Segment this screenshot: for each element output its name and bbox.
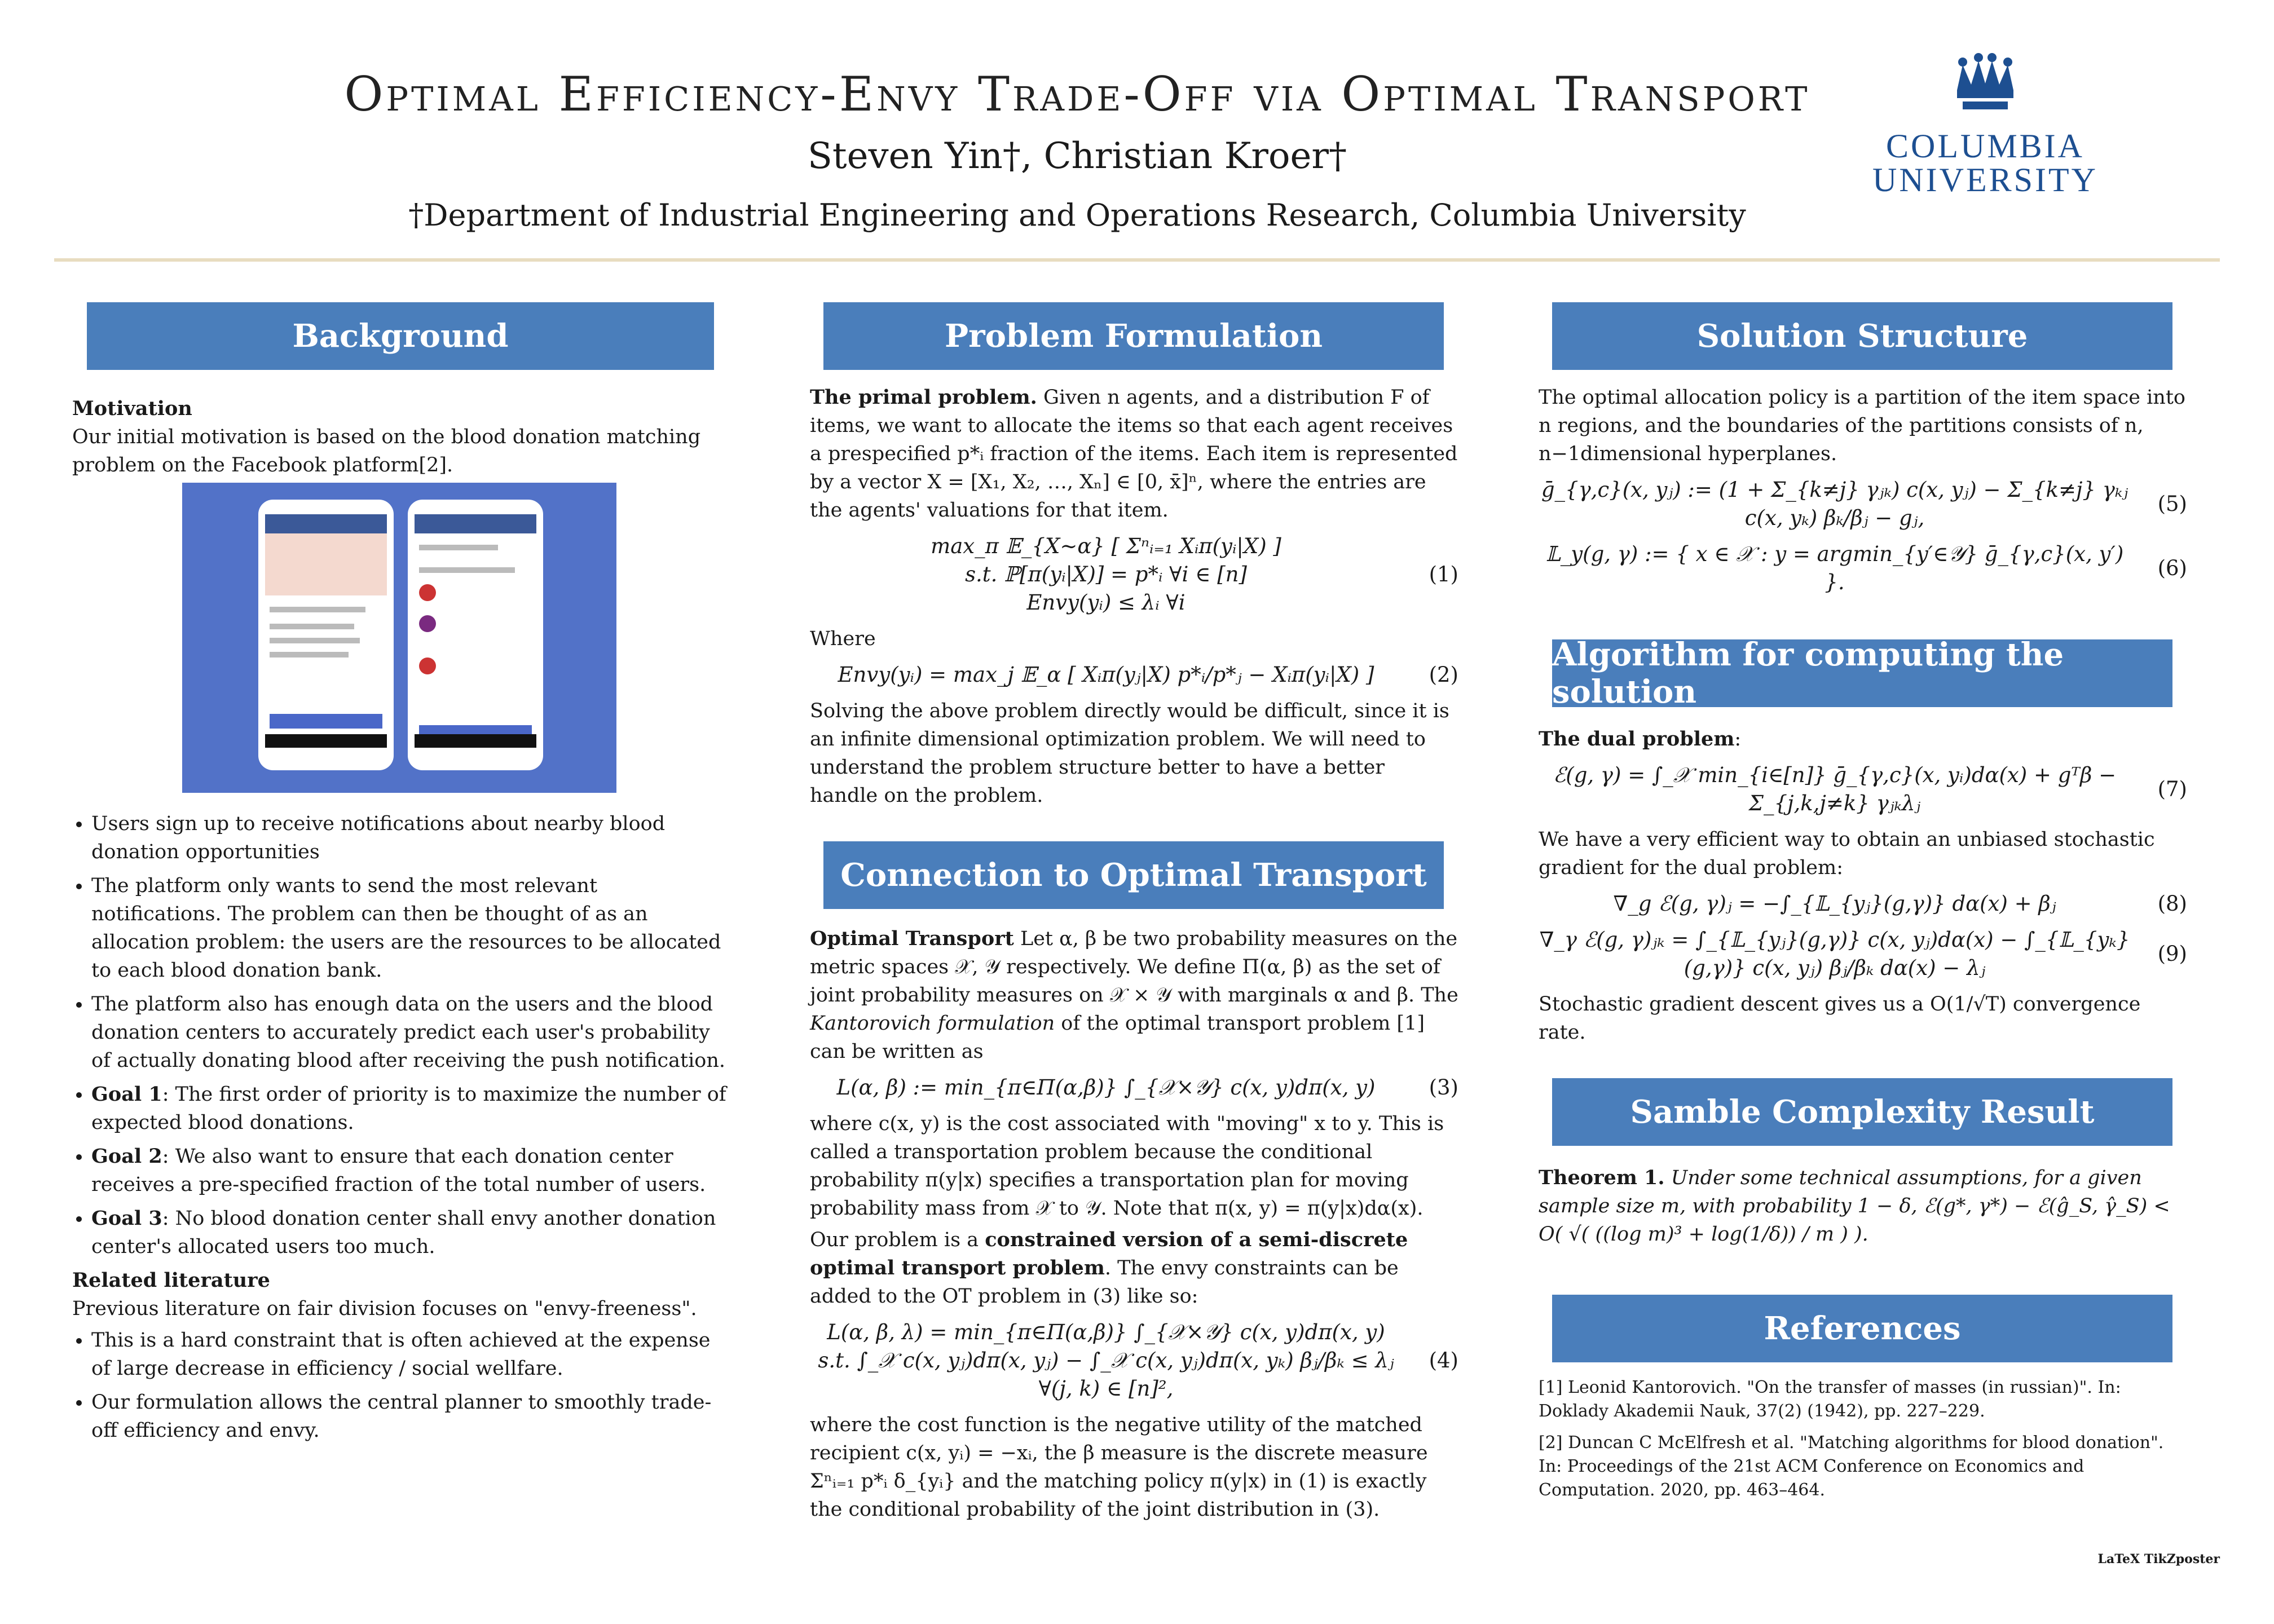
columbia-logo [1861, 51, 2109, 197]
equation-3: L(α, β) := min_{π∈Π(α,β)} ∫_{𝒳×𝒴} c(x, y)dπ(x, y) (3) [836, 1075, 1458, 1100]
motivation-bullets [72, 810, 726, 1261]
related-heading: Related literature [72, 1269, 270, 1292]
where-label: Where [810, 628, 876, 650]
ot-lead: Optimal Transport [810, 927, 1014, 950]
dual-lead: The dual problem [1539, 727, 1735, 751]
list-item: • This is a hard constraint that is often achieved at the expense of large decrease in efficiency / social wellfare. [91, 1326, 726, 1383]
list-item: • Goal 3: No blood donation center shall envy another donation center's allocated users too much. [91, 1204, 726, 1261]
section-header-solution: Solution Structure [1552, 302, 2172, 370]
list-item: • Users sign up to receive notifications about nearby blood donation opportunities [91, 810, 726, 866]
section-header-references: References [1552, 1295, 2172, 1362]
related-text: Previous literature on fair division focuses on "envy-freeness". [72, 1298, 697, 1320]
reference-item: [2] Duncan C McElfresh et al. "Matching algorithms for blood donation". In: Proceedings of the 21st ACM Conference on Economics and Computation. 2020, pp. 463–464. [1539, 1433, 2164, 1500]
header-divider [54, 258, 2220, 262]
logo-word-university: UNIVERSITY [1872, 161, 2098, 198]
solution-text: The optimal allocation policy is a partition of the item space into n regions, and the boundaries of the partitions consists of n, n−1dimensional hyperplanes. [1539, 386, 2185, 465]
equation-8: ∇_g ℰ(g, γ)ⱼ = −∫_{𝕃_{yⱼ}(g,γ)} dα(x) + βⱼ (8) [1613, 892, 2187, 916]
footer-mark: LaTeX TikZposter [2097, 1552, 2220, 1566]
list-item: • Goal 2: We also want to ensure that each donation center receives a pre-specified fraction of the total number of users. [91, 1142, 726, 1199]
equation-4: L(α, β, λ) = min_{π∈Π(α,β)} ∫_{𝒳×𝒴} c(x, y)dπ(x, y) s.t. ∫_𝒳 c(x, yⱼ)dπ(x, yⱼ) − ∫_𝒳 c(x, yⱼ)dπ(x, yₖ) βⱼ/βₖ ≤ λⱼ ∀(j, k) ∈ [n]², (4) [818, 1320, 1458, 1401]
list-item: • Our formulation allows the central planner to smoothly trade-off efficiency and envy. [91, 1388, 726, 1445]
background-body [72, 389, 726, 1450]
section-header-connection: Connection to Optimal Transport [823, 841, 1444, 909]
theorem-text: Under some technical assumptions, for a given sample size m, with probability 1 − δ, ℰ(g*, γ*) − ℰ(ĝ_S, γ̂_S) < O( √( ((log m)³ + log(1/δ)) / m ) ). [1539, 1167, 2170, 1246]
references-body [1539, 1376, 2187, 1510]
section-header-sample: Samble Complexity Result [1552, 1078, 2172, 1146]
affiliation: †Department of Industrial Engineering and Operations Research, Columbia University [408, 197, 1746, 233]
motivation-text: Our initial motivation is based on the blood donation matching problem on the Facebook platform[2]. [72, 426, 701, 476]
authors: Steven Yin†, Christian Kroer† [808, 135, 1347, 177]
motivation-heading: Motivation [72, 397, 192, 420]
algorithm-text: We have a very efficient way to obtain an unbiased stochastic gradient for the dual problem: [1539, 828, 2155, 879]
facebook-blood-donation-screenshot [182, 483, 616, 793]
problem-body [810, 383, 1458, 813]
primal-intro: Given n agents, and a distribution F of items, we want to allocate the items so that each agent receives a prespecified p*ᵢ fraction of the items. Each item is represented by a vector X = [X₁, X₂, …, Xₙ] ∈ [0, x̄]ⁿ, where the entries are the agents' valuations for that item. [810, 386, 1458, 522]
section-header-background: Background [87, 302, 714, 370]
section-header-problem: Problem Formulation [823, 302, 1444, 370]
poster-title: Optimal Efficiency-Envy Trade-Off via Optimal Transport [344, 67, 1810, 122]
equation-2: Envy(yᵢ) = max_j 𝔼_α [ Xᵢπ(yⱼ|X) p*ᵢ/p*ⱼ − Xᵢπ(yᵢ|X) ] (2) [838, 663, 1458, 687]
crown-icon [1946, 51, 2025, 118]
algorithm-body: The dual problem: ℰ(g, γ) = ∫_𝒳 min_{i∈[n]} ḡ_{γ,c}(x, yᵢ)dα(x) + gᵀβ − Σ_{j,k,j≠k} γⱼₖλⱼ (7) We have a very efficient way to obtain an unbiased stochastic gradient for the dual problem: ∇_g ℰ(g, γ)ⱼ = −∫_{𝕃_{yⱼ}(g,γ)} dα(x) + βⱼ (8) ∇_γ ℰ(g, γ)ⱼₖ = ∫_{𝕃_{yⱼ}(g,γ)} c(x, yⱼ)dα(x) − ∫_{𝕃_{yₖ}(g,γ)} c(x, yⱼ) βⱼ/βₖ dα(x) − λⱼ (9) Stochastic gradient descent gives us a O(1/√T) convergence rate. [1539, 725, 2187, 1050]
solution-body [1539, 383, 2187, 604]
theorem-lead: Theorem 1. [1539, 1166, 1665, 1189]
connection-body: Optimal Transport Let α, β be two probability measures on the metric spaces 𝒳, 𝒴 respectively. We define Π(α, β) as the set of joint probability measures on 𝒳 × 𝒴 with marginals α and β. The Kantorovich formulation of the optimal transport problem [1] can be written as L(α, β) := min_{π∈Π(α,β)} ∫_{𝒳×𝒴} c(x, y)dπ(x, y) (3) where c(x, y) is the cost associated with "moving" x to y. This is called a transportation problem because the conditional probability π(y|x) specifies a transportation plan for moving probability mass from 𝒳 to 𝒴. Note that π(x, y) = π(y|x)dα(x). Our problem is a constrained version of a semi-discrete optimal transport problem. The envy constraints can be added to the OT problem in (3) like so: L(α, β, λ) = min_{π∈Π(α,β)} ∫_{𝒳×𝒴} c(x, y)dπ(x, y) s.t. ∫_𝒳 c(x, yⱼ)dπ(x, yⱼ) − ∫_𝒳 c(x, yⱼ)dπ(x, yₖ) βⱼ/βₖ ≤ λⱼ ∀(j, k) ∈ [n]², (4) where the cost function is the negative utility of the matched recipient c(x, yᵢ) = −xᵢ, the β measure is the discrete measure Σⁿᵢ₌₁ p*ᵢ δ_{yᵢ} and the matching policy π(y|x) in (1) is exactly the conditional probability of the joint distribution in (3). [810, 925, 1458, 1527]
related-bullets [72, 1326, 726, 1445]
section-header-algorithm: Algorithm for computing the solution [1552, 639, 2172, 707]
equation-6: 𝕃_y(g, γ) := { x ∈ 𝒳 : y = argmin_{y′∈𝒴} ḡ_{γ,c}(x, y′) }. (6) [1545, 542, 2187, 594]
reference-item: [1] Leonid Kantorovich. "On the transfer of masses (in russian)". In: Doklady Akademii Nauk, 37(2) (1942), pp. 227–229. [1539, 1378, 2121, 1421]
phone-left [258, 500, 394, 770]
list-item: • The platform also has enough data on the users and the blood donation centers to accurately predict each user's probability of actually donating blood after receiving the push notification. [91, 990, 726, 1075]
list-item: • Goal 1: The first order of priority is to maximize the number of expected blood donations. [91, 1080, 726, 1137]
primal-lead: The primal problem. [810, 386, 1037, 409]
equation-1: max_π 𝔼_{X∼α} [ Σⁿᵢ₌₁ Xᵢπ(yᵢ|X) ] s.t. ℙ[π(yᵢ|X)] = p*ᵢ ∀i ∈ [n] Envy(yᵢ) ≤ λᵢ ∀i (1) [931, 534, 1458, 615]
problem-after: Solving the above problem directly would be difficult, since it is an infinite dimensional optimization problem. We will need to understand the problem structure better to have a better handle on the problem. [810, 700, 1449, 807]
equation-5: ḡ_{γ,c}(x, yⱼ) := (1 + Σ_{k≠j} γⱼₖ) c(x, yⱼ) − Σ_{k≠j} γₖⱼ c(x, yₖ) βₖ/βⱼ − gⱼ, (5) [1541, 478, 2187, 530]
kantorovich-term: Kantorovich formulation [810, 1012, 1055, 1035]
sample-body [1539, 1164, 2187, 1252]
constrained-ot-term: constrained version of a semi-discrete optimal transport problem [810, 1228, 1408, 1279]
logo-word-columbia: COLUMBIA [1885, 127, 2084, 165]
ot-explanation: where c(x, y) is the cost associated with "moving" x to y. This is called a transportation problem because the conditional probability π(y|x) specifies a transportation plan for moving probability mass from 𝒳 to 𝒴. Note that π(x, y) = π(y|x)dα(x). [810, 1113, 1444, 1220]
equation-9: ∇_γ ℰ(g, γ)ⱼₖ = ∫_{𝕃_{yⱼ}(g,γ)} c(x, yⱼ)dα(x) − ∫_{𝕃_{yₖ}(g,γ)} c(x, yⱼ) βⱼ/βₖ dα(x) − λⱼ (9) [1539, 928, 2187, 980]
list-item: • The platform only wants to send the most relevant notifications. The problem can then be thought of as an allocation problem: the users are the resources to be allocated to each blood donation bank. [91, 872, 726, 985]
phone-right [408, 500, 543, 770]
ot-closing: where the cost function is the negative utility of the matched recipient c(x, yᵢ) = −xᵢ, the β measure is the discrete measure Σⁿᵢ₌₁ p*ᵢ δ_{yᵢ} and the matching policy π(y|x) in (1) is exactly the conditional probability of the joint distribution in (3). [810, 1414, 1428, 1521]
equation-7: ℰ(g, γ) = ∫_𝒳 min_{i∈[n]} ḡ_{γ,c}(x, yᵢ)dα(x) + gᵀβ − Σ_{j,k,j≠k} γⱼₖλⱼ (7) [1553, 763, 2187, 815]
algorithm-closing: Stochastic gradient descent gives us a O(1/√T) convergence rate. [1539, 993, 2141, 1044]
